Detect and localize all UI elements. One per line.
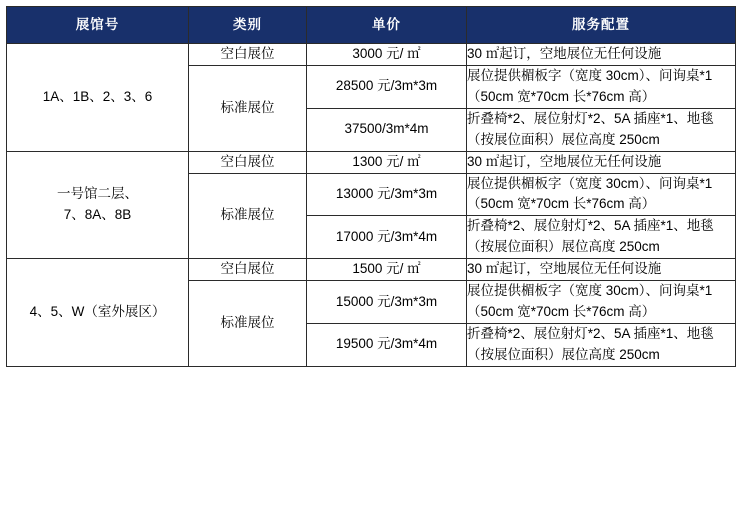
service-line: 30 ㎡起订，空地展位无任何设施 [467, 261, 662, 277]
price-cell: 37500/3m*4m [307, 108, 467, 151]
table-header [7, 7, 736, 44]
service-line: 展位提供楣板字（宽度 30cm）、问询桌*1 [467, 283, 713, 299]
category-cell: 空白展位 [189, 151, 307, 173]
service-line: 30 ㎡起订，空地展位无任何设施 [467, 153, 662, 169]
header-row [7, 7, 736, 44]
hall-cell [7, 259, 189, 367]
service-line: （按展位面积）展位高度 250cm [467, 131, 660, 147]
price-cell: 17000 元/3m*4m [307, 216, 467, 259]
price-cell: 13000 元/3m*3m [307, 173, 467, 216]
price-cell: 15000 元/3m*3m [307, 281, 467, 324]
service-line: 30 ㎡起订，空地展位无任何设施 [467, 46, 662, 61]
hall-label-line: 1A、1B、2、3、6 [42, 88, 153, 104]
service-line: （50cm 宽*70cm 长*76cm 高） [467, 88, 656, 104]
service-cell [467, 65, 736, 108]
service-line: （50cm 宽*70cm 长*76cm 高） [467, 304, 656, 320]
table-body [7, 44, 736, 367]
service-cell [467, 323, 736, 366]
service-cell [467, 173, 736, 216]
table-row [7, 151, 736, 173]
hall-cell [7, 44, 189, 152]
service-line: （按展位面积）展位高度 250cm [467, 346, 660, 362]
category-cell: 标准展位 [189, 65, 307, 151]
service-cell [467, 108, 736, 151]
service-cell [467, 44, 736, 66]
category-cell: 标准展位 [189, 281, 307, 367]
category-cell: 空白展位 [189, 259, 307, 281]
hall-cell [7, 151, 189, 259]
table-row [7, 259, 736, 281]
price-cell: 3000 元/ ㎡ [307, 44, 467, 66]
category-cell: 标准展位 [189, 173, 307, 259]
hall-label-line: 4、5、W（室外展区） [29, 304, 166, 320]
price-cell: 28500 元/3m*3m [307, 65, 467, 108]
table-row [7, 44, 736, 66]
booth-price-table [6, 6, 736, 367]
service-cell [467, 259, 736, 281]
service-line: （50cm 宽*70cm 长*76cm 高） [467, 196, 656, 212]
price-cell: 1500 元/ ㎡ [307, 259, 467, 281]
service-cell [467, 281, 736, 324]
hall-label-line: 7、8A、8B [63, 206, 132, 222]
service-line: 折叠椅*2、展位射灯*2、5A 插座*1、地毯 [467, 218, 714, 234]
column-header-hall: 展馆号 [7, 7, 189, 44]
service-line: 展位提供楣板字（宽度 30cm）、问询桌*1 [467, 67, 713, 83]
column-header-service: 服务配置 [467, 7, 736, 44]
price-cell: 1300 元/ ㎡ [307, 151, 467, 173]
column-header-category: 类别 [189, 7, 307, 44]
column-header-unit-price: 单价 [307, 7, 467, 44]
service-cell [467, 151, 736, 173]
service-line: 折叠椅*2、展位射灯*2、5A 插座*1、地毯 [467, 325, 714, 341]
price-cell: 19500 元/3m*4m [307, 323, 467, 366]
service-line: （按展位面积）展位高度 250cm [467, 239, 660, 255]
price-table-document [0, 6, 751, 515]
service-cell [467, 216, 736, 259]
category-cell: 空白展位 [189, 44, 307, 66]
hall-label-line: 一号馆二层、 [57, 185, 138, 201]
service-line: 折叠椅*2、展位射灯*2、5A 插座*1、地毯 [467, 110, 714, 126]
service-line: 展位提供楣板字（宽度 30cm）、问询桌*1 [467, 175, 713, 191]
